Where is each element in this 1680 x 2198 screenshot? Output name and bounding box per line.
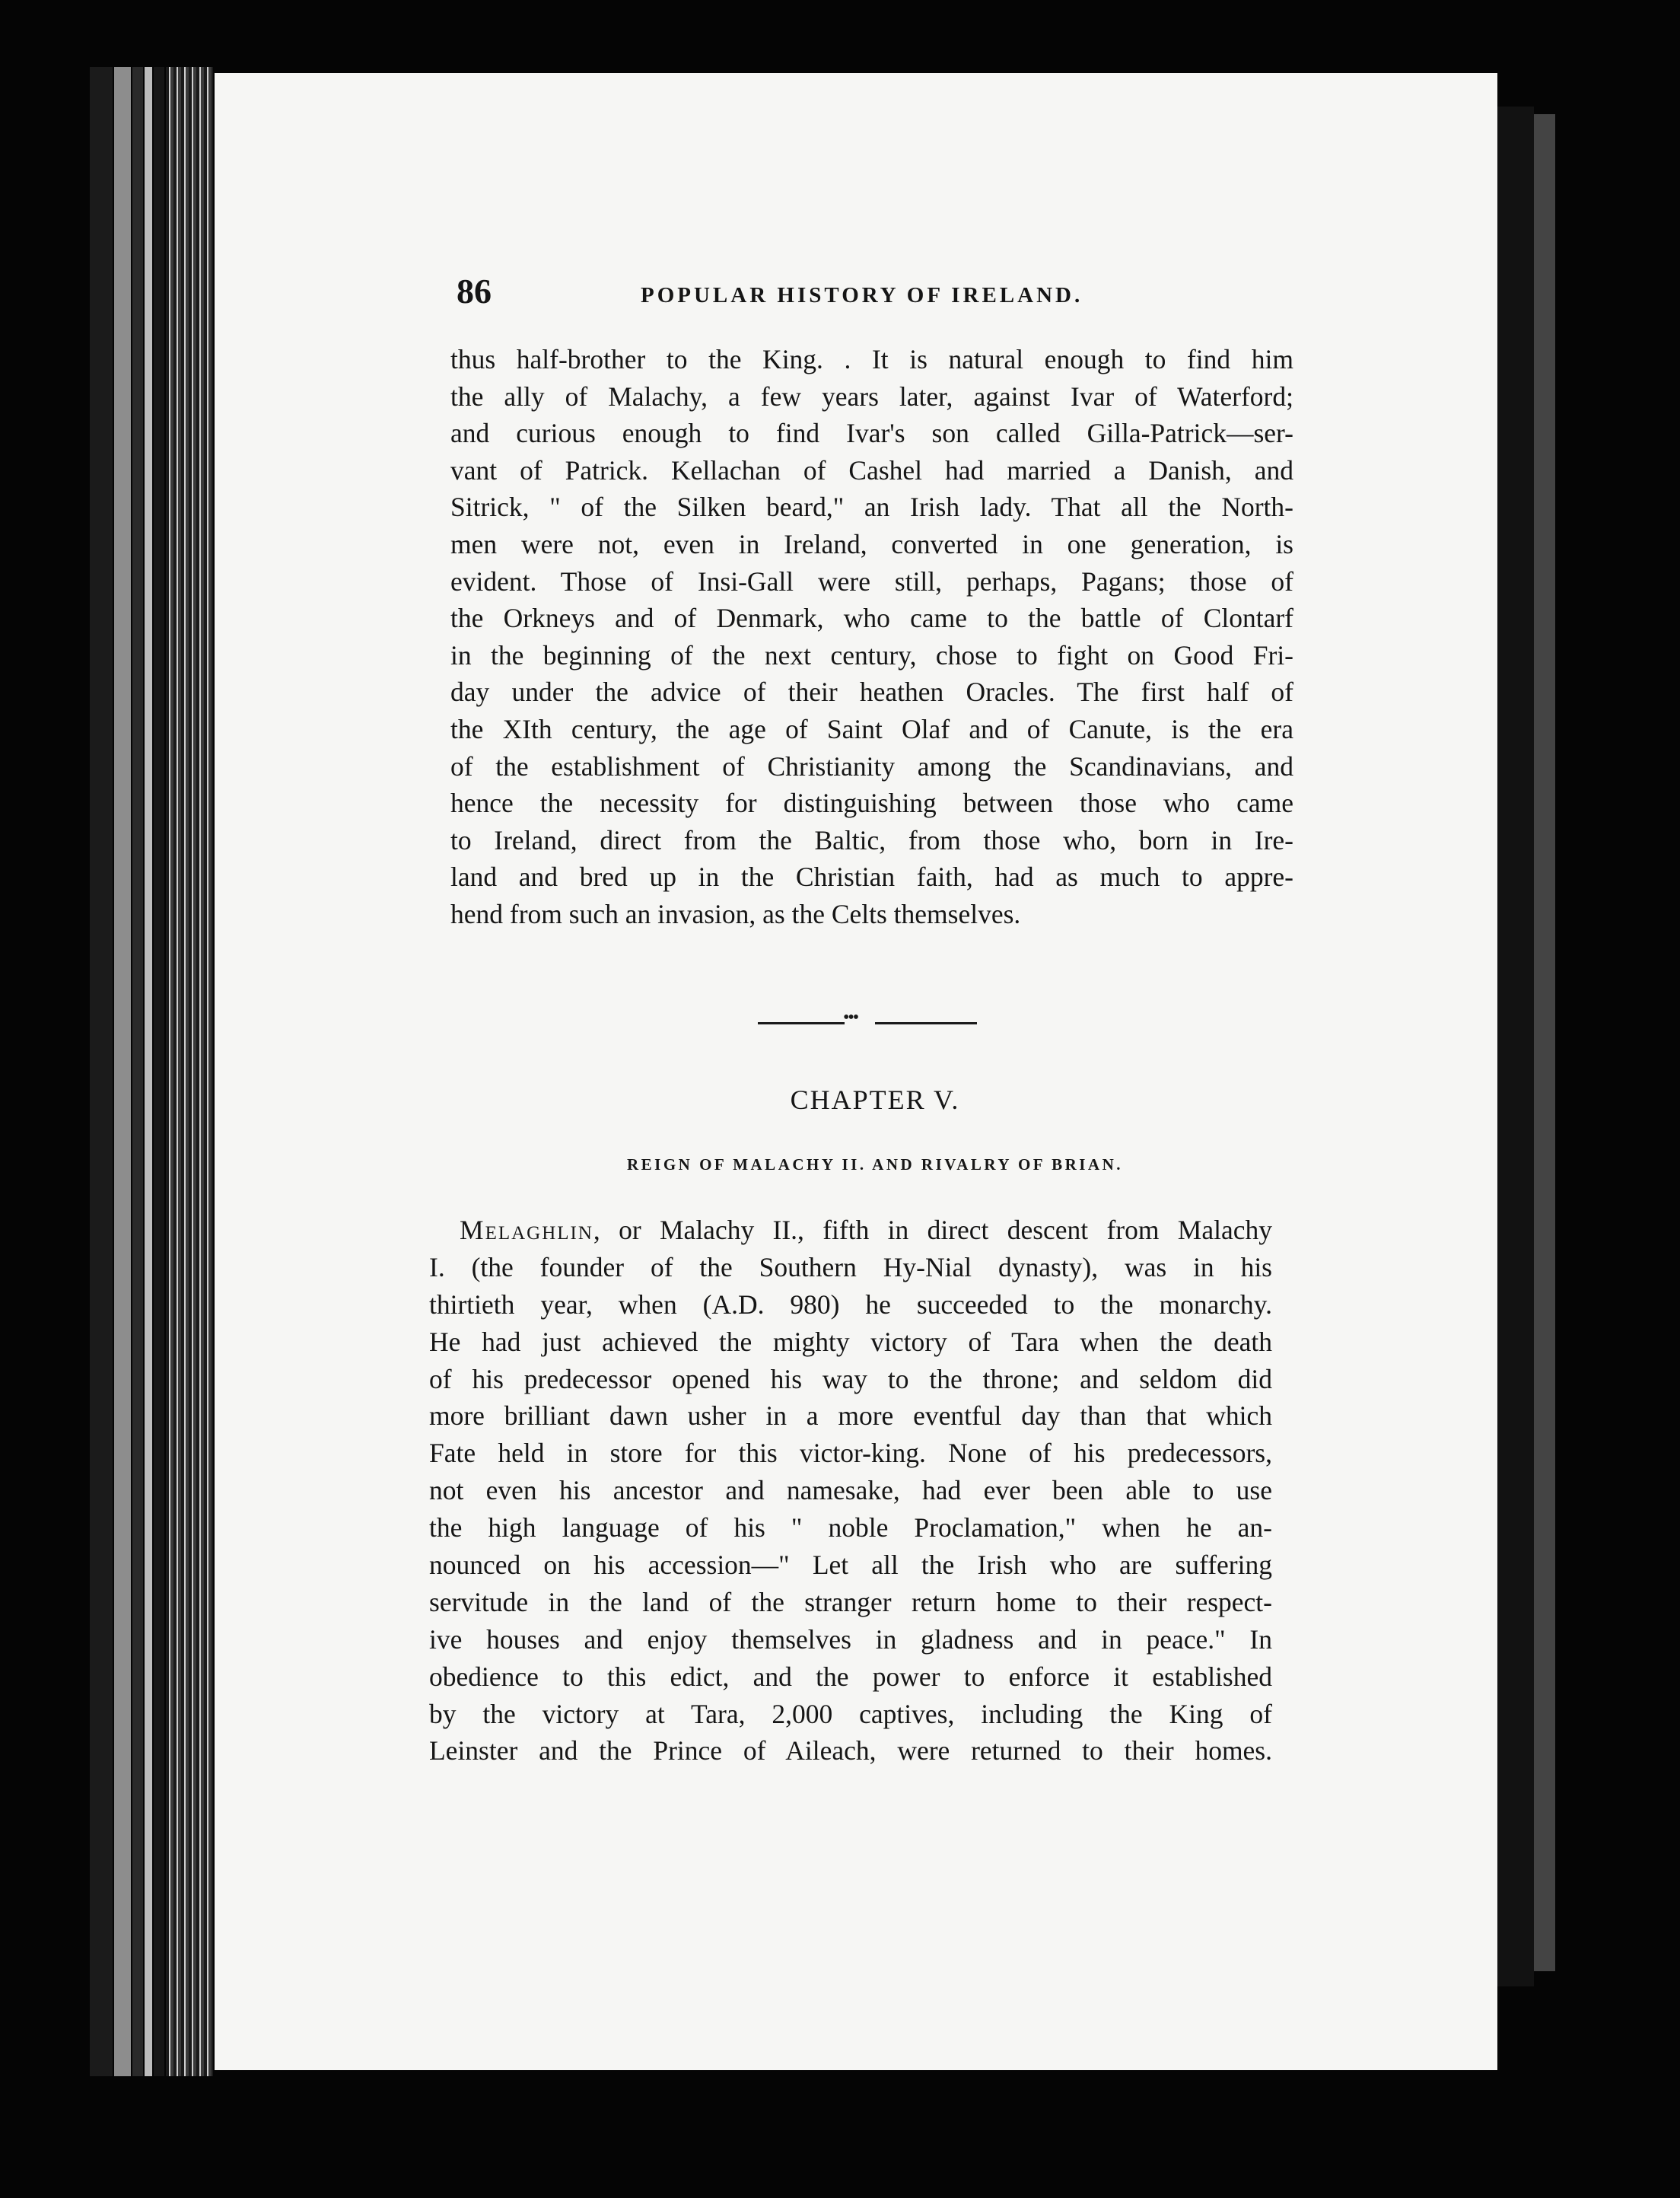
text-line: in the beginning of the next century, chose to fight on Good Fri- [450, 639, 1293, 671]
text-line: thirtieth year, when (A.D. 980) he succeeded to the monarchy. [429, 1289, 1272, 1320]
text-line: vant of Patrick. Kellachan of Cashel had married a Danish, and [450, 454, 1293, 486]
divider-rule-left [758, 1022, 845, 1024]
text-line: of the establishment of Christianity among the Scandinavians, and [450, 750, 1293, 782]
chapter-subtitle: REIGN OF MALACHY II. AND RIVALRY OF BRIAN. [626, 1155, 1124, 1174]
text-line: the Orkneys and of Denmark, who came to the battle of Clontarf [450, 603, 1293, 634]
text-line: obedience to this edict, and the power to enforce it established [429, 1661, 1272, 1692]
text-line: ive houses and enjoy themselves in gladness and in peace." In [429, 1623, 1272, 1655]
text-line: servitude in the land of the stranger return home to their respect- [429, 1586, 1272, 1617]
text-line: Sitrick, " of the Silken beard," an Irish lady. That all the North- [450, 492, 1293, 523]
facing-page-edge [1497, 107, 1534, 1986]
running-title: POPULAR HISTORY OF IRELAND. [641, 283, 1083, 307]
text-line: day under the advice of their heathen Oracles. The first half of [450, 677, 1293, 708]
text-line: Leinster and the Prince of Aileach, were returned to their homes. [429, 1735, 1272, 1766]
chapter-paragraph [429, 1212, 1272, 1770]
text-line: of his predecessor opened his way to the throne; and seldom did [429, 1363, 1272, 1394]
divider-rule-right [875, 1022, 977, 1024]
text-line: the high language of his " noble Proclamation," when he an- [429, 1512, 1272, 1543]
text-line: evident. Those of Insi-Gall were still, perhaps, Pagans; those of [450, 565, 1293, 597]
text-line: land and bred up in the Christian faith, had as much to appre- [450, 862, 1293, 893]
divider-ornament: ••• [843, 1008, 858, 1027]
text-line: hend from such an invasion, as the Celts themselves. [450, 898, 1021, 929]
text-line: men were not, even in Ireland, converted in one generation, is [450, 528, 1293, 559]
text-line: by the victory at Tara, 2,000 captives, including the King of [429, 1698, 1272, 1729]
text-line: I. (the founder of the Southern Hy-Nial dynasty), was in his [429, 1251, 1272, 1282]
body-paragraph [450, 341, 1293, 933]
text-line: not even his ancestor and namesake, had ever been able to use [429, 1475, 1272, 1506]
text-line: the XIth century, the age of Saint Olaf and of Canute, is the era [450, 713, 1293, 744]
text-line-rest: , or Malachy II., fifth in direct descent from Malachy [593, 1215, 1272, 1245]
facing-page-edge-shadow [1534, 114, 1555, 1971]
text-line [429, 1212, 1272, 1249]
chapter-lead-word: Melaghlin [460, 1215, 593, 1245]
text-line: He had just achieved the mighty victory of Tara when the death [429, 1326, 1272, 1357]
text-line: and curious enough to find Ivar's son called Gilla-Patrick—ser- [450, 418, 1293, 449]
chapter-heading: CHAPTER V. [790, 1085, 960, 1115]
section-divider [758, 1008, 977, 1027]
text-line: nounced on his accession—" Let all the Irish who are suffering [429, 1550, 1272, 1581]
text-line: more brilliant dawn usher in a more eventful day than that which [429, 1400, 1272, 1432]
text-line: hence the necessity for distinguishing between those who came [450, 788, 1293, 819]
text-line: thus half-brother to the King. . It is natural enough to find him [450, 344, 1293, 374]
text-line: the ally of Malachy, a few years later, against Ivar of Waterford; [450, 381, 1293, 412]
text-line: to Ireland, direct from the Baltic, from those who, born in Ire- [450, 824, 1293, 855]
page-number: 86 [457, 272, 492, 311]
text-line: Fate held in store for this victor-king. None of his predecessors, [429, 1438, 1272, 1469]
